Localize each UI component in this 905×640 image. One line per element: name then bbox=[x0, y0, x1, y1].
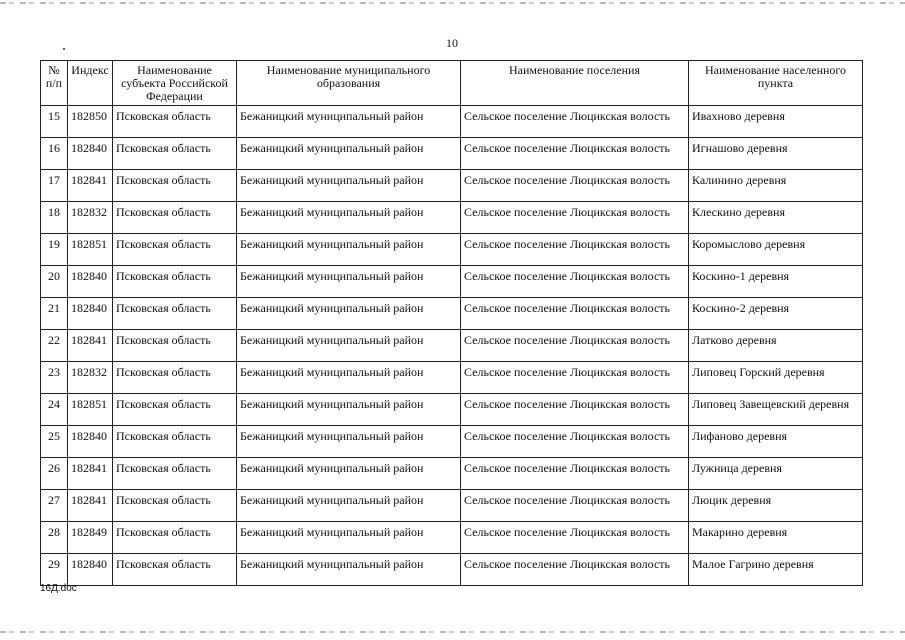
cell-locality: Люцик деревня bbox=[689, 490, 863, 522]
cell-locality: Латково деревня bbox=[689, 330, 863, 362]
cell-locality: Липовец Завещевский деревня bbox=[689, 394, 863, 426]
cell-municipality: Бежаницкий муниципальный район bbox=[237, 522, 461, 554]
cell-index: 182840 bbox=[68, 266, 113, 298]
cell-subject: Псковская область bbox=[113, 298, 237, 330]
cell-subject: Псковская область bbox=[113, 426, 237, 458]
cell-num: 19 bbox=[41, 234, 68, 266]
cell-subject: Псковская область bbox=[113, 362, 237, 394]
table-row bbox=[41, 554, 863, 586]
cell-num: 27 bbox=[41, 490, 68, 522]
cell-subject: Псковская область bbox=[113, 522, 237, 554]
scan-artifact-bottom bbox=[0, 631, 905, 633]
cell-index: 182851 bbox=[68, 234, 113, 266]
cell-locality: Ивахново деревня bbox=[689, 106, 863, 138]
cell-subject: Псковская область bbox=[113, 490, 237, 522]
cell-settlement: Сельское поселение Люцикская волость bbox=[461, 554, 689, 586]
cell-settlement: Сельское поселение Люцикская волость bbox=[461, 458, 689, 490]
cell-num: 15 bbox=[41, 106, 68, 138]
cell-subject: Псковская область bbox=[113, 234, 237, 266]
cell-locality: Липовец Горский деревня bbox=[689, 362, 863, 394]
cell-locality: Лифаново деревня bbox=[689, 426, 863, 458]
table-row bbox=[41, 330, 863, 362]
cell-num: 23 bbox=[41, 362, 68, 394]
cell-index: 182841 bbox=[68, 458, 113, 490]
cell-municipality: Бежаницкий муниципальный район bbox=[237, 490, 461, 522]
localities-table bbox=[40, 60, 863, 586]
table-body bbox=[41, 106, 863, 586]
cell-index: 182840 bbox=[68, 426, 113, 458]
cell-municipality: Бежаницкий муниципальный район bbox=[237, 170, 461, 202]
cell-subject: Псковская область bbox=[113, 170, 237, 202]
cell-num: 22 bbox=[41, 330, 68, 362]
cell-municipality: Бежаницкий муниципальный район bbox=[237, 234, 461, 266]
cell-municipality: Бежаницкий муниципальный район bbox=[237, 106, 461, 138]
cell-municipality: Бежаницкий муниципальный район bbox=[237, 426, 461, 458]
cell-settlement: Сельское поселение Люцикская волость bbox=[461, 330, 689, 362]
cell-locality: Игнашово деревня bbox=[689, 138, 863, 170]
cell-municipality: Бежаницкий муниципальный район bbox=[237, 298, 461, 330]
table-row bbox=[41, 138, 863, 170]
cell-num: 29 bbox=[41, 554, 68, 586]
header-num: № п/п bbox=[41, 61, 68, 106]
table-row bbox=[41, 298, 863, 330]
cell-settlement: Сельское поселение Люцикская волость bbox=[461, 490, 689, 522]
cell-municipality: Бежаницкий муниципальный район bbox=[237, 458, 461, 490]
cell-index: 182851 bbox=[68, 394, 113, 426]
cell-index: 182849 bbox=[68, 522, 113, 554]
cell-num: 24 bbox=[41, 394, 68, 426]
cell-locality: Коскино-1 деревня bbox=[689, 266, 863, 298]
table-row bbox=[41, 202, 863, 234]
header-settlement: Наименование поселения bbox=[461, 61, 689, 106]
table-header-row bbox=[41, 61, 863, 106]
cell-settlement: Сельское поселение Люцикская волость bbox=[461, 106, 689, 138]
header-municipality: Наименование муниципального образования bbox=[237, 61, 461, 106]
cell-index: 182832 bbox=[68, 362, 113, 394]
cell-locality: Коскино-2 деревня bbox=[689, 298, 863, 330]
cell-settlement: Сельское поселение Люцикская волость bbox=[461, 394, 689, 426]
cell-num: 16 bbox=[41, 138, 68, 170]
table-row bbox=[41, 170, 863, 202]
page-number: 10 bbox=[446, 36, 458, 50]
cell-locality: Клескино деревня bbox=[689, 202, 863, 234]
cell-municipality: Бежаницкий муниципальный район bbox=[237, 394, 461, 426]
cell-num: 21 bbox=[41, 298, 68, 330]
cell-municipality: Бежаницкий муниципальный район bbox=[237, 554, 461, 586]
cell-subject: Псковская область bbox=[113, 266, 237, 298]
table-row bbox=[41, 234, 863, 266]
table-row bbox=[41, 458, 863, 490]
cell-num: 17 bbox=[41, 170, 68, 202]
cell-subject: Псковская область bbox=[113, 138, 237, 170]
cell-locality: Малое Гагрино деревня bbox=[689, 554, 863, 586]
scan-artifact-top bbox=[0, 2, 905, 4]
scan-speck bbox=[63, 48, 65, 50]
cell-index: 182841 bbox=[68, 330, 113, 362]
cell-municipality: Бежаницкий муниципальный район bbox=[237, 138, 461, 170]
cell-subject: Псковская область bbox=[113, 106, 237, 138]
cell-settlement: Сельское поселение Люцикская волость bbox=[461, 170, 689, 202]
cell-num: 18 bbox=[41, 202, 68, 234]
document-filename: 16Д.doc bbox=[40, 583, 77, 594]
cell-settlement: Сельское поселение Люцикская волость bbox=[461, 522, 689, 554]
cell-num: 20 bbox=[41, 266, 68, 298]
cell-settlement: Сельское поселение Люцикская волость bbox=[461, 266, 689, 298]
header-subject: Наименование субъекта Российской Федерации bbox=[113, 61, 237, 106]
cell-municipality: Бежаницкий муниципальный район bbox=[237, 202, 461, 234]
cell-index: 182832 bbox=[68, 202, 113, 234]
cell-index: 182841 bbox=[68, 490, 113, 522]
cell-settlement: Сельское поселение Люцикская волость bbox=[461, 298, 689, 330]
cell-num: 25 bbox=[41, 426, 68, 458]
table-row bbox=[41, 394, 863, 426]
cell-subject: Псковская область bbox=[113, 554, 237, 586]
table-row bbox=[41, 266, 863, 298]
cell-num: 26 bbox=[41, 458, 68, 490]
cell-settlement: Сельское поселение Люцикская волость bbox=[461, 234, 689, 266]
cell-index: 182850 bbox=[68, 106, 113, 138]
cell-settlement: Сельское поселение Люцикская волость bbox=[461, 202, 689, 234]
table-row bbox=[41, 522, 863, 554]
cell-locality: Калинино деревня bbox=[689, 170, 863, 202]
cell-subject: Псковская область bbox=[113, 202, 237, 234]
header-locality: Наименование населенного пункта bbox=[689, 61, 863, 106]
cell-locality: Коромыслово деревня bbox=[689, 234, 863, 266]
cell-subject: Псковская область bbox=[113, 394, 237, 426]
cell-municipality: Бежаницкий муниципальный район bbox=[237, 330, 461, 362]
cell-num: 28 bbox=[41, 522, 68, 554]
cell-settlement: Сельское поселение Люцикская волость bbox=[461, 362, 689, 394]
cell-settlement: Сельское поселение Люцикская волость bbox=[461, 138, 689, 170]
table-row bbox=[41, 490, 863, 522]
cell-municipality: Бежаницкий муниципальный район bbox=[237, 362, 461, 394]
cell-index: 182841 bbox=[68, 170, 113, 202]
table-row bbox=[41, 426, 863, 458]
cell-locality: Лужница деревня bbox=[689, 458, 863, 490]
cell-subject: Псковская область bbox=[113, 330, 237, 362]
header-index: Индекс bbox=[68, 61, 113, 106]
cell-settlement: Сельское поселение Люцикская волость bbox=[461, 426, 689, 458]
cell-locality: Макарино деревня bbox=[689, 522, 863, 554]
table-row bbox=[41, 362, 863, 394]
table-row bbox=[41, 106, 863, 138]
cell-index: 182840 bbox=[68, 554, 113, 586]
cell-municipality: Бежаницкий муниципальный район bbox=[237, 266, 461, 298]
cell-index: 182840 bbox=[68, 138, 113, 170]
cell-index: 182840 bbox=[68, 298, 113, 330]
cell-subject: Псковская область bbox=[113, 458, 237, 490]
